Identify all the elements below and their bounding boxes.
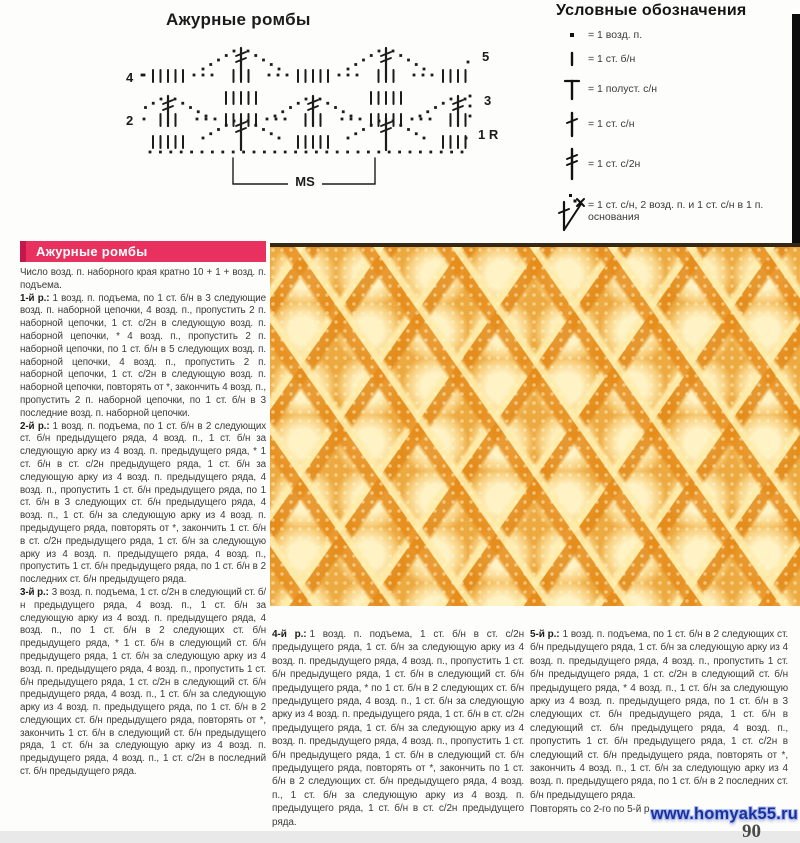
legend-item: = 1 ст. с/н (556, 110, 792, 138)
row-1-paragraph: 1-й р.: 1 возд. п. подъема, по 1 ст. б/н в 3 следующие возд. п. наборной цепочки, 4 возд. п., пропустить 2 п. наборной цепочки, 1 ст. с/2н в следующую возд. п. наборной цепочки, * 4 возд. п., пропустить 2 п. наборной цепочки, по 1 ст. б/н в 5 следующих возд. п. наборной цепочки, 4 возд. п., пропустить 2 п. наборной цепочки, 1 ст. с/2н в следующую возд. п. наборной цепочки, повторять от *, закончить 4 возд. п., пропустить 2 п. наборной цепочки, по 1 ст. б/н в 3 последние возд. п. наборной цепочки. (20, 292, 266, 419)
intro-paragraph: Число возд. п. наборного края кратно 10 + 1 + возд. п. подъема. (20, 267, 266, 291)
chart-ms-label: MS (288, 174, 322, 189)
legend-item: = 1 ст. с/н, 2 возд. п. и 1 ст. с/н в 1 п. основания (556, 190, 792, 232)
row-3-paragraph: 3-й р.: 3 возд. п. подъема, 1 ст. с/2н в следующий ст. б/н предыдущего ряда, 4 возд. п., 1 ст. б/н за следующую арку из 4 возд. п. предыдущего ряда, 4 возд. п., по 1 ст. б/н в 2 следующих ст. б/н предыдущего ряда, * 1 ст. б/н в следующий ст. б/н предыдущего ряда, 1 ст. б/н за следующую арку из 4 возд. п. предыдущего ряда, 4 возд. п., пропустить 1 ст. б/н предыдущего ряда, 1 ст. с/2н в следующий ст. б/н предыдущего ряда, 4 возд. п., 1 ст. б/н за следующую арку из 4 возд. п. предыдущего ряда, по 1 ст. б/н в 2 следующих ст. б/н предыдущего ряда, повторять от *, закончить 1 ст. б/н в следующий ст. б/н предыдущего ряда, 1 ст. б/н за следующую арку из 4 возд. п. предыдущего ряда, 4 возд. п., 1 ст. с/2н в последний ст. б/н предыдущего ряда. (20, 586, 266, 778)
legend-item: = 1 ст. б/н (556, 50, 792, 68)
chart-row-label-2: 2 (126, 113, 134, 128)
legend-item: = 1 ст. с/2н (556, 147, 792, 181)
repeat-note: Повторять со 2-го по 5-й р. (530, 804, 653, 816)
cropped-page-number: 90 (742, 821, 761, 842)
chart-row-label-5: 5 (482, 49, 490, 64)
instructions-column-1 (20, 267, 266, 831)
half-double-crochet-icon (556, 77, 588, 101)
legend (556, 2, 792, 241)
row-3-label: 3-й р.: (20, 586, 49, 598)
chart-row-label-4: 4 (126, 70, 134, 85)
row-2-label: 2-й р.: (20, 420, 50, 432)
row-4-paragraph: 4-й р.: 1 возд. п. подъема, 1 ст. б/н в ст. с/2н предыдущего ряда, 1 ст. б/н за следующую арку из 4 возд. п. предыдущего ряда, 4 возд. п., пропустить 1 ст. б/н предыдущего ряда, 1 ст. б/н в следующий ст. б/н предыдущего ряда, * по 1 ст. б/н в 2 следующих ст. б/н предыдущего ряда, 4 возд. п., 1 ст. б/н за следующую арку из 4 возд. п. предыдущего ряда, 1 ст. б/н в ст. с/2н предыдущего ряда, 1 ст. б/н за следующую арку из 4 возд. п. предыдущего ряда, 4 возд. п., пропустить 1 ст. б/н предыдущего ряда, 1 ст. б/н в следующий ст. б/н предыдущего ряда, повторять от *, закончить по 1 ст. б/н в 2 следующих ст. б/н предыдущего ряда, 4 возд. п., 1 ст. б/н за следующую арку из 4 возд. п. предыдущего ряда, 1 ст. б/н в ст. с/2н предыдущего ряда. (272, 629, 524, 828)
chart-row-label-3: 3 (484, 93, 492, 108)
instructions-column-3 (530, 628, 788, 831)
row-5-label: 5-й р.: (530, 629, 560, 640)
v-stitch-icon (556, 190, 588, 232)
row-2-paragraph: 2-й р.: 1 возд. п. подъема, по 1 ст. б/н в 2 следующих ст. б/н предыдущего ряда, 4 возд. п., 1 ст. б/н за следующую арку из 4 возд. п. предыдущего ряда, * 1 ст. б/н в ст. с/2н предыдущего ряда, 1 ст. б/н за следующую арку из 4 возд. п. предыдущего ряда, 4 возд. п., пропустить 1 ст. б/н предыдущего ряда, по 1 ст. б/н в 3 следующих ст. б/н предыдущего ряда, 4 возд. п., 1 ст. б/н за следующую арку из 4 возд. п. предыдущего ряда, повторять от *, закончить 1 ст. б/н в ст. с/2н предыдущего ряда, 1 ст. б/н за следующую арку из 4 возд. п. предыдущего ряда, 4 возд. п., пропустить 1 ст. б/н предыдущего ряда, по 1 ст. б/н в 2 последних ст. б/н предыдущего ряда. (20, 420, 266, 586)
row-4-label: 4-й р.: (272, 629, 307, 640)
instructions-column-2 (272, 628, 524, 831)
watermark-url: www.homyak55.ru (650, 805, 798, 823)
section-header: Ажурные ромбы (20, 241, 266, 262)
chart-row-label-1r: 1 R (478, 127, 499, 142)
treble-crochet-icon (556, 147, 588, 181)
chain-dot-icon (556, 29, 588, 41)
crochet-sample-photo (270, 243, 800, 606)
double-crochet-icon (556, 110, 588, 138)
legend-item: = 1 полуст. с/н (556, 77, 792, 101)
legend-title: Условные обозначения (556, 2, 747, 19)
legend-item: = 1 возд. п. (556, 29, 792, 41)
diagram-title: Ажурные ромбы (166, 10, 311, 29)
page-edge-strip (792, 14, 800, 243)
row-5-paragraph: 5-й р.: 1 возд. п. подъема, по 1 ст. б/н в 2 следующих ст. б/н предыдущего ряда, 1 ст. б/н за следующую арку из 4 возд. п. предыдущего ряда, 4 возд. п., пропустить 1 ст. б/н предыдущего ряда, 1 ст. с/2н в следующий ст. б/н предыдущего ряда, * 4 возд. п., 1 ст. б/н за следующую арку из 4 возд. п. предыдущего ряда, по 1 ст. б/н в 3 следующих ст. б/н предыдущего ряда, 1 ст. б/н в следующий ст. б/н предыдущего ряда, 4 возд. п., пропустить 1 ст. б/н предыдущего ряда, 1 ст. с/2н в следующий ст. б/н предыдущего ряда, повторять от *, закончить 4 возд. п., 1 ст. б/н за следующую арку из 4 возд. п. предыдущего ряда, по 1 ст. б/н в 2 последних ст. б/н предыдущего ряда. (530, 629, 789, 801)
row-1-label: 1-й р.: (20, 292, 50, 304)
single-crochet-icon (556, 50, 588, 68)
